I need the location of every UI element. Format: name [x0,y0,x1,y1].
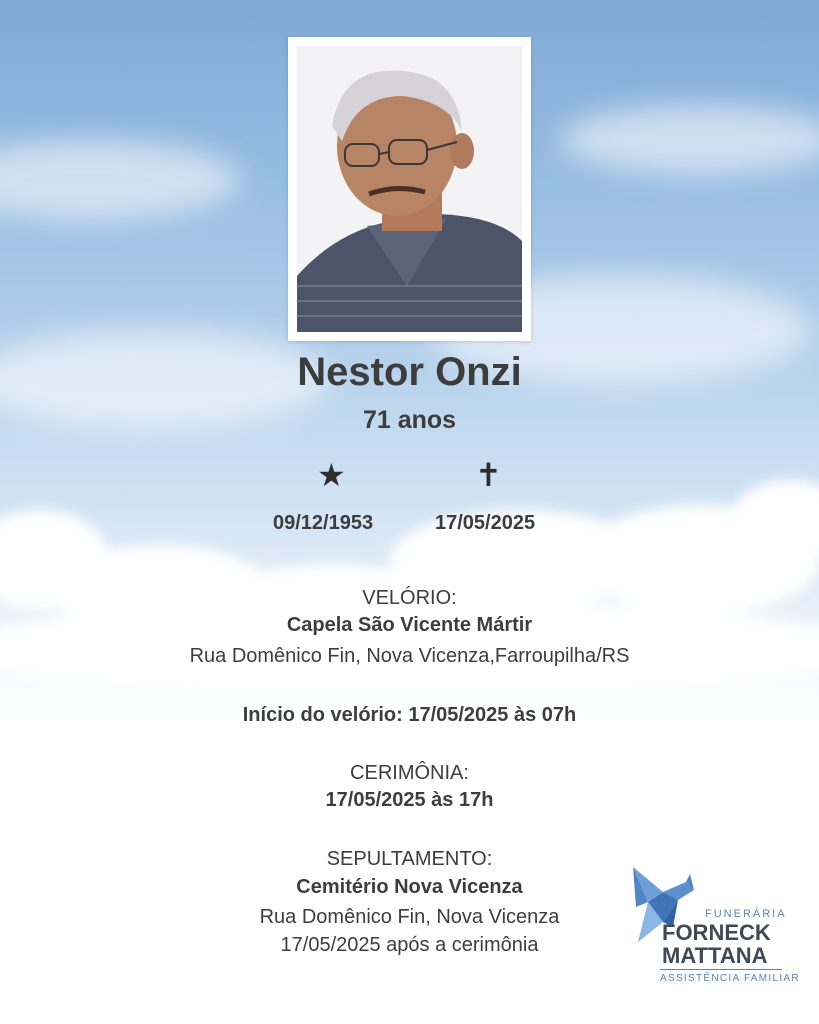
cross-icon: ✝ [475,457,502,493]
ceremony-label: CERIMÔNIA: [350,762,469,784]
logo-divider [660,969,782,970]
deceased-age: 71 anos [362,406,457,434]
burial-time: 17/05/2025 após a cerimônia [280,934,539,956]
burial-address: Rua Domênico Fin, Nova Vicenza [259,906,560,928]
portrait-frame [288,37,531,341]
wake-address: Rua Domênico Fin, Nova Vicenza,Farroupilha/RS [189,645,630,667]
wake-place: Capela São Vicente Mártir [286,614,533,636]
burial-label: SEPULTAMENTO: [326,848,493,870]
deceased-name: Nestor Onzi [297,350,522,394]
portrait-photo [297,46,522,332]
logo-subtitle: ASSISTÊNCIA FAMILIAR [660,973,800,984]
ceremony-time: 17/05/2025 às 17h [325,789,494,811]
wake-label: VELÓRIO: [362,587,457,609]
birth-date: 09/12/1953 [273,512,374,534]
burial-place: Cemitério Nova Vicenza [296,876,523,898]
logo-top-text: FUNERÁRIA [705,908,787,920]
death-date: 17/05/2025 [435,512,536,534]
logo-line1: FORNECK [662,920,771,945]
wake-start: Início do velório: 17/05/2025 às 07h [242,704,577,726]
star-icon: ★ [317,457,346,493]
logo-line2: MATTANA [662,943,768,968]
